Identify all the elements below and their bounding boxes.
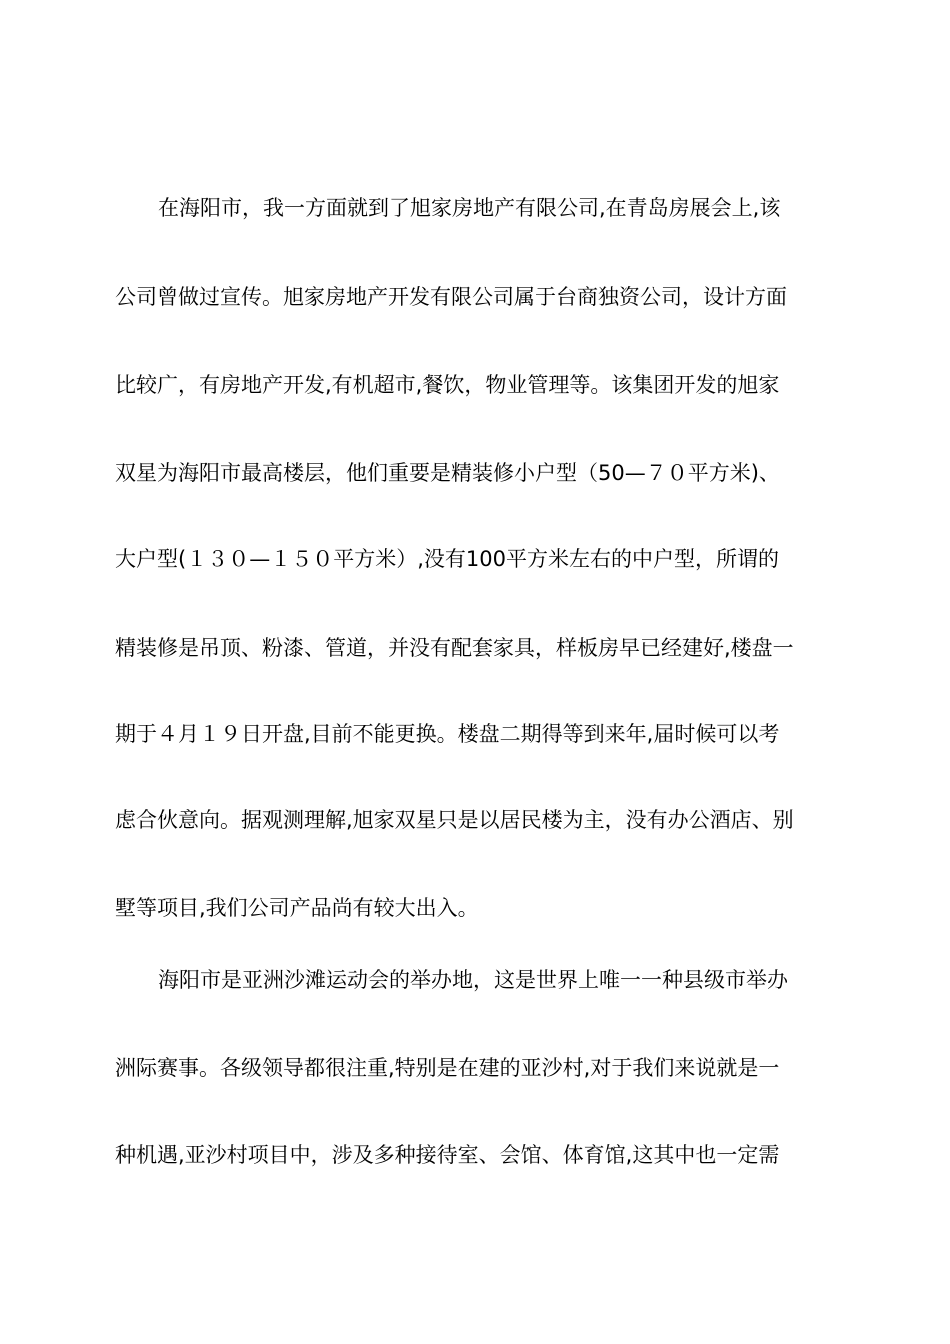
paragraph-1-line-2: 公司曾做过宣传。旭家房地产开发有限公司属于台商独资公司，设计方面 [115, 285, 787, 309]
paragraph-1-line-1: 在海阳市，我一方面就到了旭家房地产有限公司,在青岛房展会上,该 [158, 196, 781, 220]
paragraph-2-line-3: 种机遇,亚沙村项目中，涉及多种接待室、会馆、体育馆,这其中也一定需 [115, 1143, 780, 1167]
paragraph-1-line-4: 双星为海阳市最高楼层，他们重要是精装修小户型（50—７０平方米)、 [115, 461, 780, 485]
paragraph-1-line-7: 期于４月１９日开盘,目前不能更换。楼盘二期得等到来年,届时候可以考 [115, 722, 780, 746]
paragraph-1-line-8: 虑合伙意向。据观测理解,旭家双星只是以居民楼为主，没有办公酒店、别 [115, 808, 794, 832]
paragraph-1-line-3: 比较广，有房地产开发,有机超市,餐饮，物业管理等。该集团开发的旭家 [115, 373, 780, 397]
paragraph-1-line-5: 大户型(１３０—１５０平方米）,没有100平方米左右的中户型，所谓的 [115, 547, 779, 571]
paragraph-1-line-6: 精装修是吊顶、粉漆、管道，并没有配套家具，样板房早已经建好,楼盘一 [115, 636, 794, 660]
paragraph-2-line-1: 海阳市是亚洲沙滩运动会的举办地，这是世界上唯一一种县级市举办 [158, 968, 788, 992]
paragraph-1-line-9: 墅等项目,我们公司产品尚有较大出入。 [115, 896, 479, 920]
paragraph-2-line-2: 洲际赛事。各级领导都很注重,特别是在建的亚沙村,对于我们来说就是一 [115, 1056, 780, 1080]
